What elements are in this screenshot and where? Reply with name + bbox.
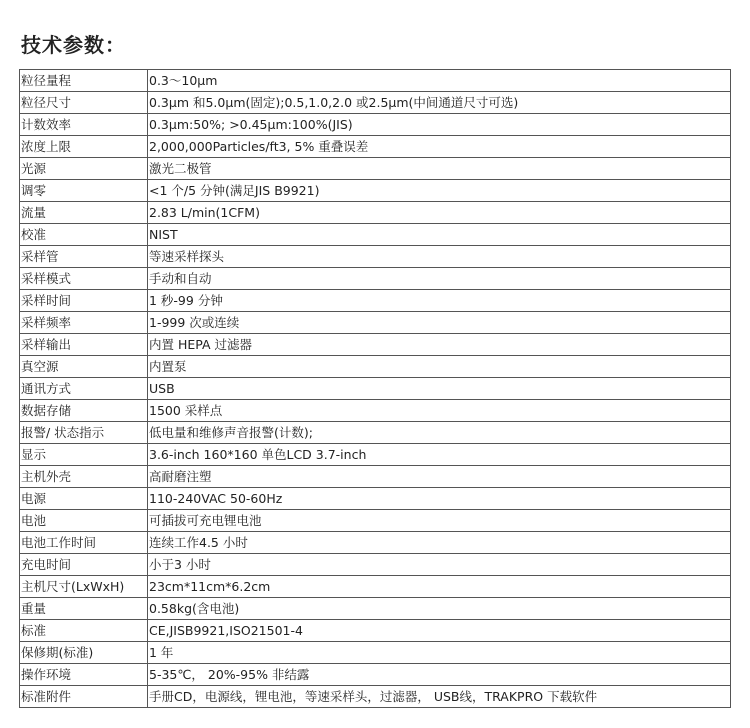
spec-value: 0.3μm:50%; >0.45μm:100%(JIS) — [148, 114, 731, 136]
table-row — [20, 576, 731, 598]
spec-label: 采样模式 — [20, 268, 148, 290]
spec-label: 保修期(标准) — [20, 642, 148, 664]
spec-value: 低电量和维修声音报警(计数); — [148, 422, 731, 444]
spec-label: 数据存储 — [20, 400, 148, 422]
spec-table-body — [20, 70, 731, 708]
spec-value: 等速采样探头 — [148, 246, 731, 268]
spec-value: 高耐磨注塑 — [148, 466, 731, 488]
spec-label: 校准 — [20, 224, 148, 246]
spec-value: 0.3～10μm — [148, 70, 731, 92]
spec-value: 小于3 小时 — [148, 554, 731, 576]
table-row — [20, 598, 731, 620]
table-row — [20, 246, 731, 268]
spec-label: 显示 — [20, 444, 148, 466]
spec-value: 1500 采样点 — [148, 400, 731, 422]
spec-value: 连续工作4.5 小时 — [148, 532, 731, 554]
spec-value: 0.58kg(含电池) — [148, 598, 731, 620]
spec-value: 110-240VAC 50-60Hz — [148, 488, 731, 510]
spec-label: 采样频率 — [20, 312, 148, 334]
table-row — [20, 92, 731, 114]
spec-label: 采样管 — [20, 246, 148, 268]
table-row — [20, 180, 731, 202]
spec-label: 调零 — [20, 180, 148, 202]
spec-label: 充电时间 — [20, 554, 148, 576]
spec-table — [19, 69, 731, 708]
spec-label: 电源 — [20, 488, 148, 510]
table-row — [20, 620, 731, 642]
spec-label: 通讯方式 — [20, 378, 148, 400]
table-row — [20, 224, 731, 246]
spec-label: 标准 — [20, 620, 148, 642]
spec-value: USB — [148, 378, 731, 400]
table-row — [20, 510, 731, 532]
spec-label: 重量 — [20, 598, 148, 620]
spec-label: 计数效率 — [20, 114, 148, 136]
spec-value: <1 个/5 分钟(满足JIS B9921) — [148, 180, 731, 202]
spec-label: 标准附件 — [20, 686, 148, 708]
table-row — [20, 290, 731, 312]
table-row — [20, 70, 731, 92]
spec-value: 可插拔可充电锂电池 — [148, 510, 731, 532]
page-title: 技术参数： — [21, 33, 126, 57]
table-row — [20, 356, 731, 378]
spec-label: 粒径尺寸 — [20, 92, 148, 114]
spec-label: 报警/ 状态指示 — [20, 422, 148, 444]
table-row — [20, 268, 731, 290]
spec-value: 1-999 次或连续 — [148, 312, 731, 334]
spec-label: 电池工作时间 — [20, 532, 148, 554]
spec-value: 23cm*11cm*6.2cm — [148, 576, 731, 598]
table-row — [20, 114, 731, 136]
table-row — [20, 334, 731, 356]
spec-label: 光源 — [20, 158, 148, 180]
table-row — [20, 422, 731, 444]
table-row — [20, 686, 731, 708]
spec-value: 1 秒-99 分钟 — [148, 290, 731, 312]
spec-value: 内置 HEPA 过滤器 — [148, 334, 731, 356]
spec-value: NIST — [148, 224, 731, 246]
table-row — [20, 444, 731, 466]
table-row — [20, 488, 731, 510]
spec-value: 内置泵 — [148, 356, 731, 378]
spec-value: CE,JISB9921,ISO21501-4 — [148, 620, 731, 642]
spec-value: 2,000,000Particles/ft3, 5% 重叠误差 — [148, 136, 731, 158]
spec-label: 采样输出 — [20, 334, 148, 356]
spec-label: 主机外壳 — [20, 466, 148, 488]
table-row — [20, 554, 731, 576]
table-row — [20, 378, 731, 400]
spec-value: 1 年 — [148, 642, 731, 664]
table-row — [20, 400, 731, 422]
spec-label: 电池 — [20, 510, 148, 532]
spec-label: 粒径量程 — [20, 70, 148, 92]
spec-value: 0.3μm 和5.0μm(固定);0.5,1.0,2.0 或2.5μm(中间通道尺寸可选) — [148, 92, 731, 114]
spec-label: 操作环境 — [20, 664, 148, 686]
spec-value: 手动和自动 — [148, 268, 731, 290]
table-row — [20, 664, 731, 686]
spec-label: 主机尺寸(LxWxH) — [20, 576, 148, 598]
table-row — [20, 532, 731, 554]
spec-value: 手册CD，电源线，锂电池，等速采样头，过滤器， USB线，TRAKPRO 下载软件 — [148, 686, 731, 708]
spec-value: 3.6-inch 160*160 单色LCD 3.7-inch — [148, 444, 731, 466]
spec-value: 2.83 L/min(1CFM) — [148, 202, 731, 224]
table-row — [20, 312, 731, 334]
table-row — [20, 136, 731, 158]
spec-value: 5-35℃， 20%-95% 非结露 — [148, 664, 731, 686]
spec-value: 激光二极管 — [148, 158, 731, 180]
spec-label: 真空源 — [20, 356, 148, 378]
table-row — [20, 202, 731, 224]
table-row — [20, 158, 731, 180]
table-row — [20, 642, 731, 664]
table-row — [20, 466, 731, 488]
spec-label: 采样时间 — [20, 290, 148, 312]
spec-label: 浓度上限 — [20, 136, 148, 158]
spec-label: 流量 — [20, 202, 148, 224]
